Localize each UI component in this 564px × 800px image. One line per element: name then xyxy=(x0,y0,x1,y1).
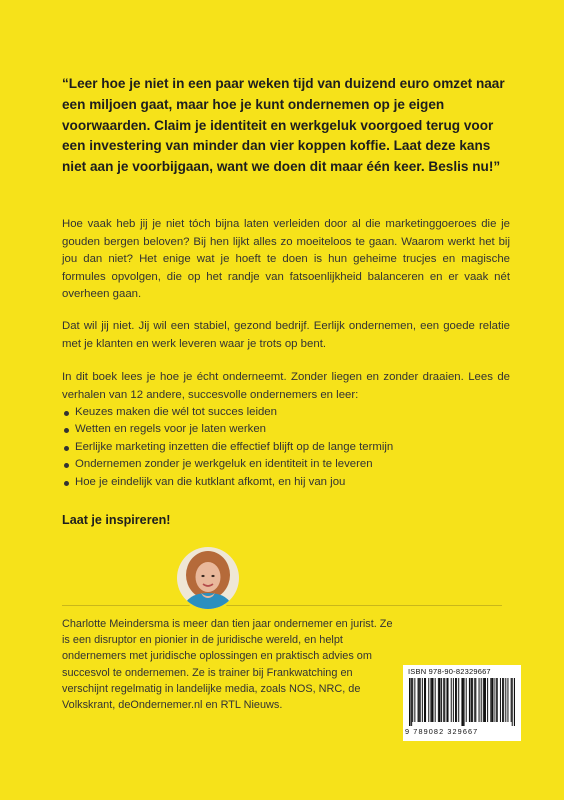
list-item: Ondernemen zonder je werkgeluk en identiteit in te leveren xyxy=(62,456,510,473)
isbn-label: ISBN 978-90-82329667 xyxy=(408,667,491,676)
call-to-action: Laat je inspireren! xyxy=(62,513,171,527)
author-portrait-icon xyxy=(177,547,239,609)
list-item: Hoe je eindelijk van die kutklant afkomt, en hij van jou xyxy=(62,474,510,491)
list-item: Keuzes maken die wél tot succes leiden xyxy=(62,404,510,421)
barcode xyxy=(403,665,521,741)
intro-paragraph: Hoe vaak heb jij je niet tóch bijna laten verleiden door al die marketinggoeroes die je gouden bergen beloven? Bij hen lijkt alles zo moeiteloos te gaan. Waarom werkt het bij jou dan niet? Het enige wat je hoeft te doen is hun geheime trucjes en magische formules opvolgen, die op het randje van fatsoenlijkheid balanceren en er vaak nét overheen gaan. xyxy=(62,218,510,301)
author-photo xyxy=(175,545,241,611)
cover-quote: “Leer hoe je niet in een paar weken tijd van duizend euro omzet naar een miljoen gaat, maar hoe je kunt ondernemen op je eigen voorwaarden. Claim je identiteit en werkgeluk voorgoed terug voor een investering van minder dan vier koppen koffie. Laat deze kans niet aan je voorbijgaan, want we doen dit maar één keer. Beslis nu!” xyxy=(62,76,505,175)
author-bio: Charlotte Meindersma is meer dan tien jaar ondernemer en jurist. Ze is een disruptor en pionier in de juridische wereld, en helpt ondernemers met juridische oplossingen en praktisch advies om succesvol te ondernemen. Ze is trainer bij Frankwatching en verschijnt regelmatig in landelijke media, zoals NOS, NRC, de Volkskrant, deOndernemer.nl en RTL Nieuws. xyxy=(62,618,393,712)
divider xyxy=(62,605,502,606)
values-paragraph: Dat wil jij niet. Jij wil een stabiel, gezond bedrijf. Eerlijk ondernemen, een goede relatie met je klanten en werk leveren waar je trots op bent. xyxy=(62,320,510,350)
book-paragraph: In dit boek lees je hoe je écht onderneemt. Zonder liegen en zonder draaien. Lees de verhalen van 12 andere, succesvolle ondernemers en leer: xyxy=(62,371,510,401)
list-item: Wetten en regels voor je laten werken xyxy=(62,421,510,438)
barcode-digits: 9 789082 329667 xyxy=(405,727,479,736)
learning-list xyxy=(62,404,510,491)
list-item: Eerlijke marketing inzetten die effectief blijft op de lange termijn xyxy=(62,439,510,456)
barcode-bars-icon xyxy=(409,678,515,726)
